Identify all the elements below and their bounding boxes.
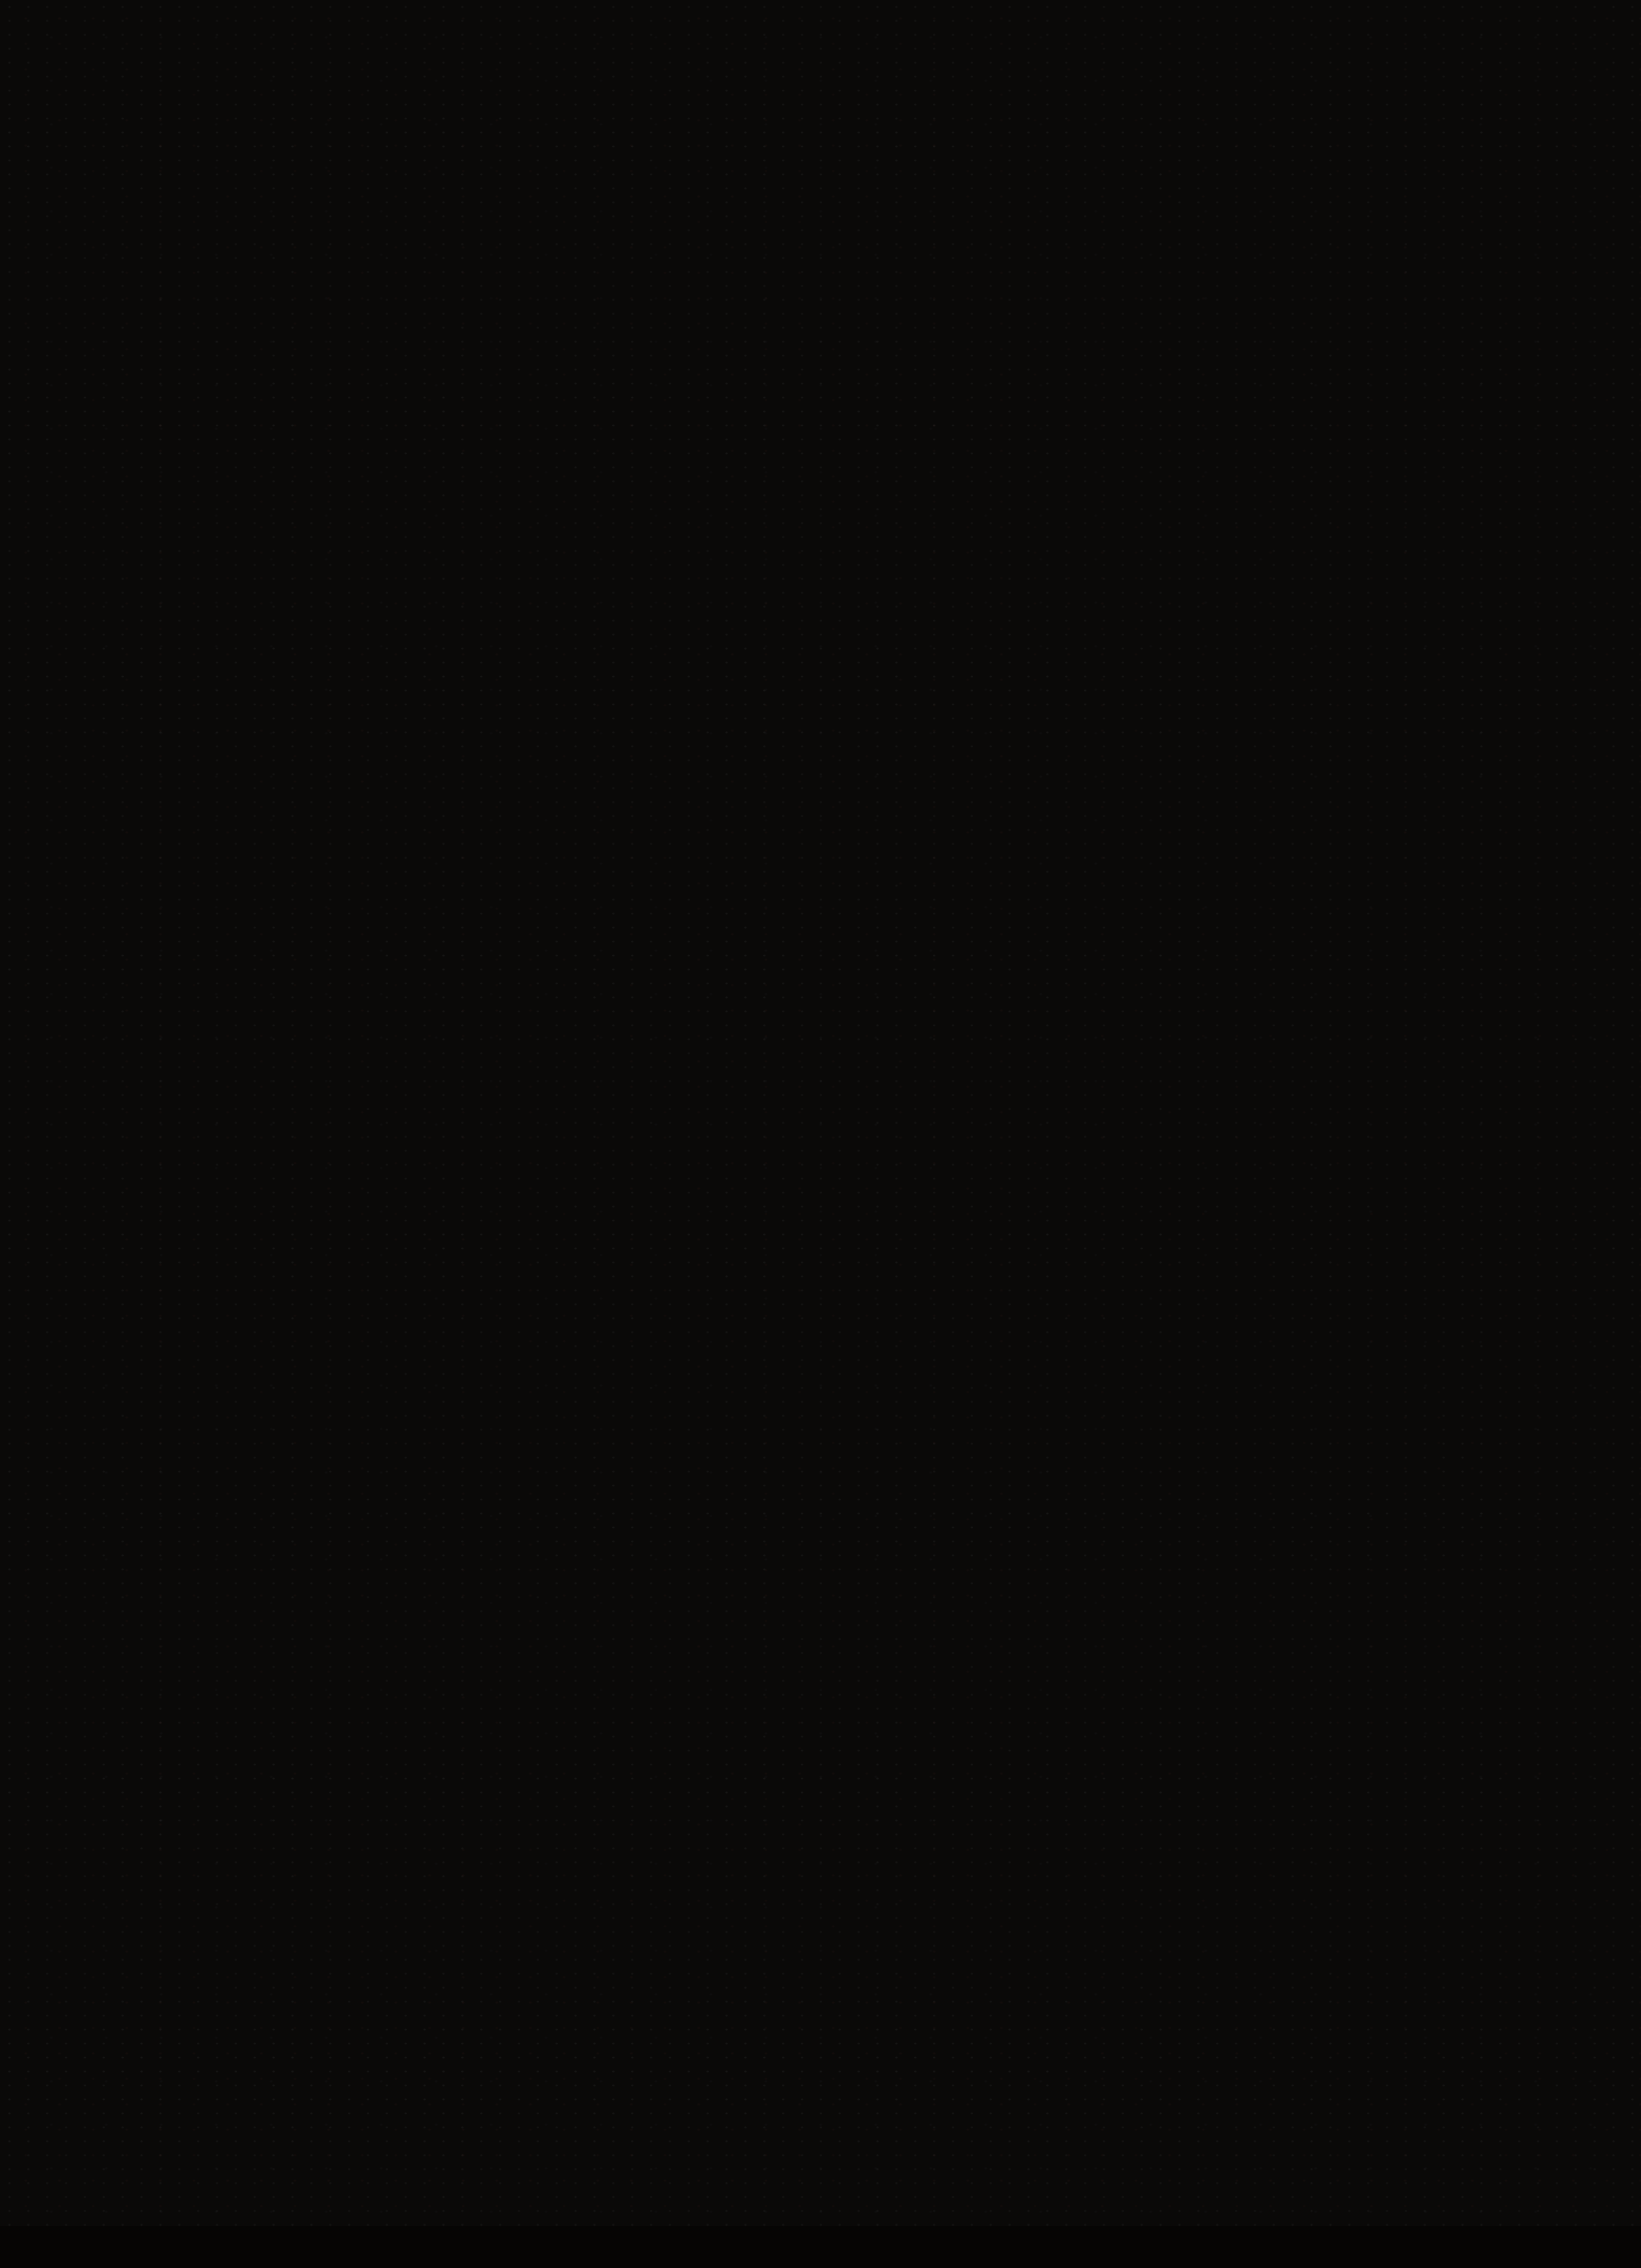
page-gutter-fold bbox=[11, 79, 67, 2127]
